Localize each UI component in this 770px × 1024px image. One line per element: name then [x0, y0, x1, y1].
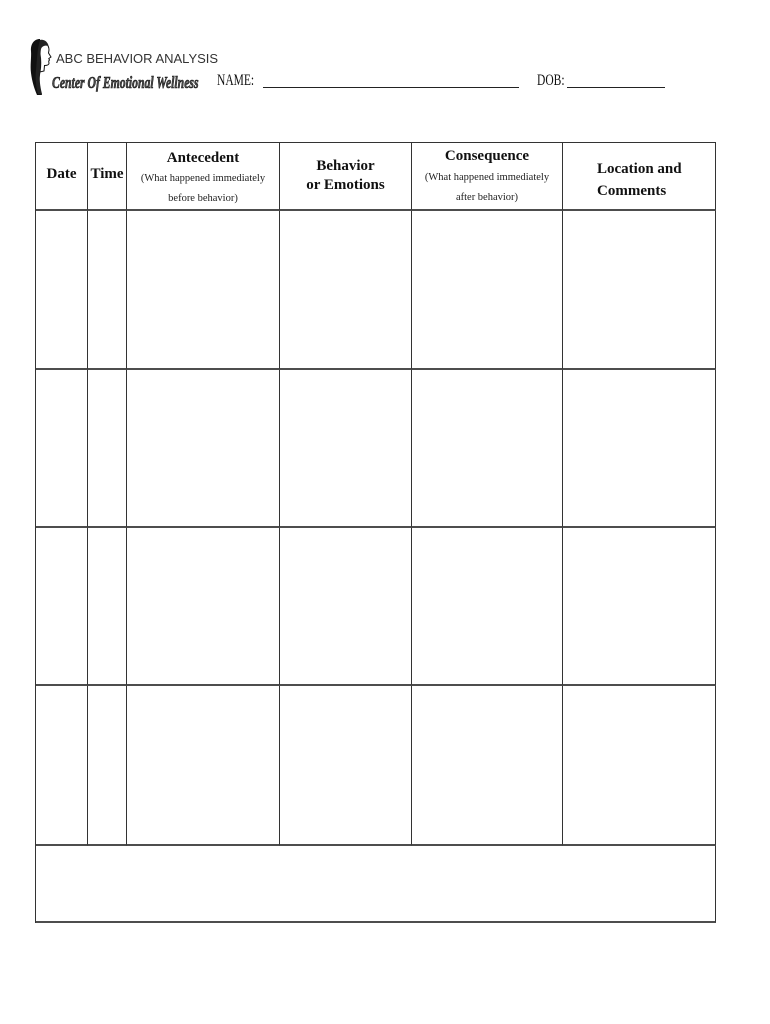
time-cell	[88, 370, 127, 528]
time-cell	[88, 211, 127, 370]
column-note-line: before behavior)	[168, 193, 238, 204]
column-header-date	[36, 143, 88, 211]
column-title: Time	[90, 166, 124, 182]
column-header-time	[88, 143, 127, 211]
column-header-consequence	[412, 143, 563, 211]
consequence-cell	[412, 211, 563, 370]
location-comments-cell	[563, 528, 716, 686]
consequence-cell	[412, 528, 563, 686]
antecedent-cell	[127, 528, 280, 686]
date-cell	[36, 686, 88, 846]
antecedent-cell	[127, 686, 280, 846]
column-title-line: Behavior	[316, 158, 375, 174]
column-title-line: or Emotions	[306, 177, 385, 193]
time-cell	[88, 686, 127, 846]
column-header-location-comments	[563, 143, 716, 211]
name-label: NAME:	[217, 72, 255, 89]
antecedent-cell	[127, 211, 280, 370]
consequence-cell	[412, 370, 563, 528]
column-title-line: Location and	[597, 161, 682, 177]
dob-label: DOB:	[537, 72, 565, 89]
consequence-cell	[412, 686, 563, 846]
name-blank-line	[263, 87, 519, 88]
date-cell	[36, 370, 88, 528]
time-cell	[88, 528, 127, 686]
column-header-behavior	[280, 143, 412, 211]
behavior-cell	[280, 528, 412, 686]
behavior-cell	[280, 370, 412, 528]
dob-blank-line	[567, 87, 665, 88]
column-note-line: (What happened immediately	[424, 172, 550, 183]
column-note-line: after behavior)	[455, 192, 519, 203]
column-note	[412, 168, 562, 208]
logo-silhouette-icon	[29, 38, 53, 96]
column-title-line: Comments	[597, 183, 667, 199]
column-title: Antecedent	[166, 150, 240, 166]
column-title: Date	[46, 166, 77, 182]
location-comments-cell	[563, 211, 716, 370]
column-note-line: (What happened immediately	[140, 173, 266, 184]
org-title: ABC BEHAVIOR ANALYSIS	[56, 51, 219, 66]
logo-wordmark: Center Of Emotional Wellness	[52, 73, 199, 92]
location-comments-cell	[563, 370, 716, 528]
antecedent-cell	[127, 370, 280, 528]
notes-box	[36, 846, 716, 923]
column-title: Consequence	[444, 148, 530, 164]
behavior-cell	[280, 211, 412, 370]
location-comments-cell	[563, 686, 716, 846]
date-cell	[36, 211, 88, 370]
column-header-antecedent	[127, 143, 280, 211]
abc-data-table	[35, 142, 716, 923]
behavior-cell	[280, 686, 412, 846]
column-note	[127, 169, 279, 209]
date-cell	[36, 528, 88, 686]
